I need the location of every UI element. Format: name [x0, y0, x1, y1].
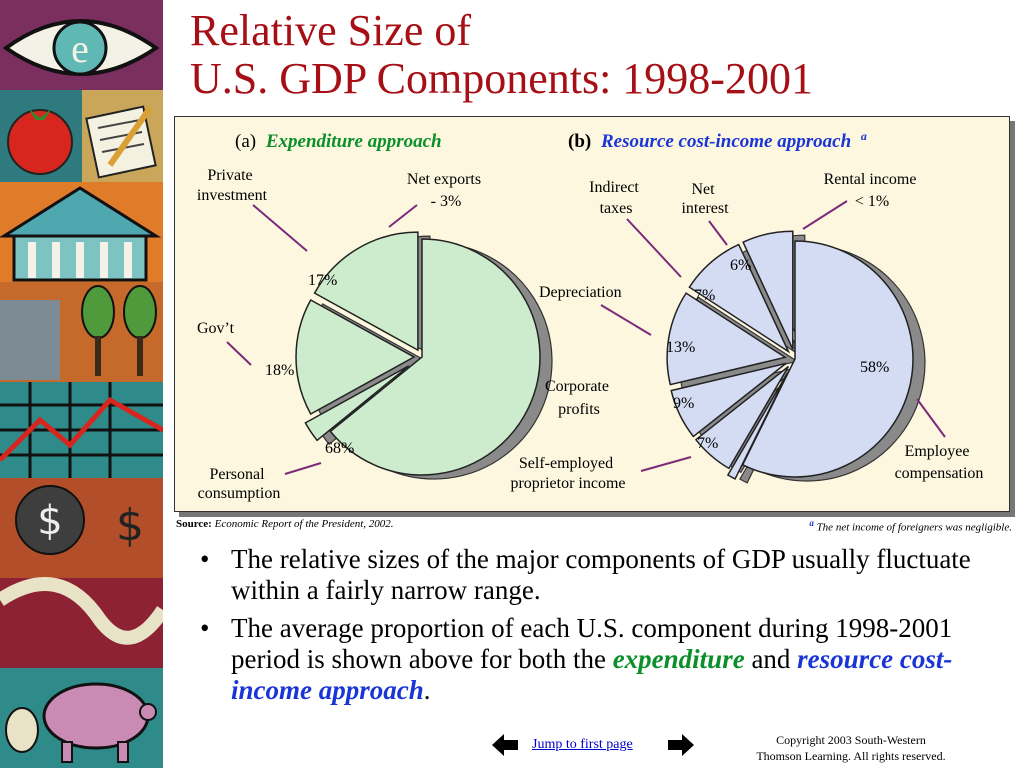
bullet-text: The relative sizes of the major components of GDP usually fluctuate within a fairly narrow range.	[231, 544, 971, 605]
bullet-item	[196, 544, 996, 606]
leader-line-net-exports	[389, 205, 417, 227]
tomato-icon	[8, 108, 72, 174]
chart-a-title-text: Expenditure approach	[265, 131, 442, 152]
leader-line-personal-consumption	[285, 463, 321, 474]
value-label-corporate-profits: 9%	[673, 395, 695, 412]
value-label-private-investment: 17%	[308, 272, 338, 289]
bullet-text-mid: and	[751, 644, 791, 674]
label-self-employed: Self-employed proprietor income	[510, 455, 626, 492]
decorative-art-strip	[0, 0, 163, 768]
jump-to-first-page-link[interactable]: Jump to first page	[532, 737, 633, 752]
footnote	[809, 518, 1012, 534]
label-personal-consumption: Personal consumption	[197, 466, 281, 502]
leader-line-private-investment	[253, 205, 307, 251]
keyword-expenditure: expenditure	[612, 644, 745, 674]
chart-a-title	[235, 131, 442, 152]
label-depreciation: Depreciation	[539, 284, 622, 301]
label-corporate-profits: Corporate profits	[545, 378, 609, 418]
chart-a-panel-label: (a)	[235, 131, 257, 152]
copyright-line-2: Thomson Learning. All rights reserved.	[756, 749, 946, 763]
svg-text:$: $	[116, 500, 144, 551]
copyright-notice	[748, 732, 954, 764]
label-indirect-taxes: Indirect taxes	[589, 179, 639, 217]
label-employee-compensation: Employee compensation	[894, 443, 984, 482]
leader-line-indirect-taxes	[627, 219, 681, 277]
label-rental-income: Rental income < 1%	[823, 171, 917, 210]
bullet-dot: •	[200, 613, 210, 643]
leader-line-depreciation	[601, 305, 651, 335]
value-label-employee-compensation: 58%	[860, 359, 890, 376]
leader-line-rental-income	[803, 201, 847, 229]
svg-text:$: $	[37, 498, 63, 544]
bullet-item	[196, 613, 996, 706]
bullet-dot: •	[200, 544, 210, 574]
label-net-exports: Net exports - 3%	[406, 171, 482, 210]
source-note-label: Source:	[176, 518, 212, 530]
copyright-line-1: Copyright 2003 South-Western	[776, 733, 926, 747]
label-govt: Gov’t	[197, 320, 235, 337]
page-title-line-2: U.S. GDP Components: 1998-2001	[190, 54, 813, 103]
value-label-personal-consumption: 68%	[325, 440, 355, 457]
svg-text:e: e	[71, 26, 89, 71]
value-label-net-interest: 6%	[730, 257, 752, 274]
right-arrow-icon[interactable]	[668, 734, 694, 756]
value-label-govt: 18%	[265, 362, 295, 379]
label-private-investment: Private investment	[196, 167, 268, 204]
footnote-text: The net income of foreigners was negligible.	[816, 521, 1012, 534]
value-label-depreciation: 13%	[666, 339, 696, 356]
leader-line-self-employed	[641, 457, 691, 471]
source-note-text: Economic Report of the President, 2002.	[214, 518, 394, 530]
chart-b-title-text: Resource cost-income approach	[600, 131, 852, 152]
value-label-self-employed: 7%	[697, 435, 719, 452]
leader-line-net-interest	[709, 221, 727, 245]
bullet-text-prefix: The average proportion of each U.S. component during 1998-2001 period is shown above for both the	[231, 613, 953, 674]
label-net-interest: Net interest	[681, 181, 729, 217]
left-arrow-icon[interactable]	[492, 734, 518, 756]
chart-b-title	[568, 129, 867, 152]
document-pencil-icon	[86, 107, 155, 178]
value-label-indirect-taxes: 7%	[694, 287, 716, 304]
chart-b-title-superscript: a	[860, 129, 867, 143]
leader-line-govt	[227, 342, 251, 365]
chart-b-panel-label: (b)	[568, 131, 592, 152]
source-note	[176, 518, 394, 530]
pie-charts	[175, 117, 1009, 511]
leader-line-employee-compensation	[917, 399, 945, 437]
page-title-line-1: Relative Size of	[190, 6, 472, 55]
footnote-marker: a	[809, 518, 814, 528]
bullet-text-end: .	[423, 675, 431, 705]
keyword-resource-cost-income: resource cost-income approach	[231, 644, 953, 705]
gdp-components-figure	[174, 116, 1010, 512]
bullet-list	[196, 544, 996, 713]
